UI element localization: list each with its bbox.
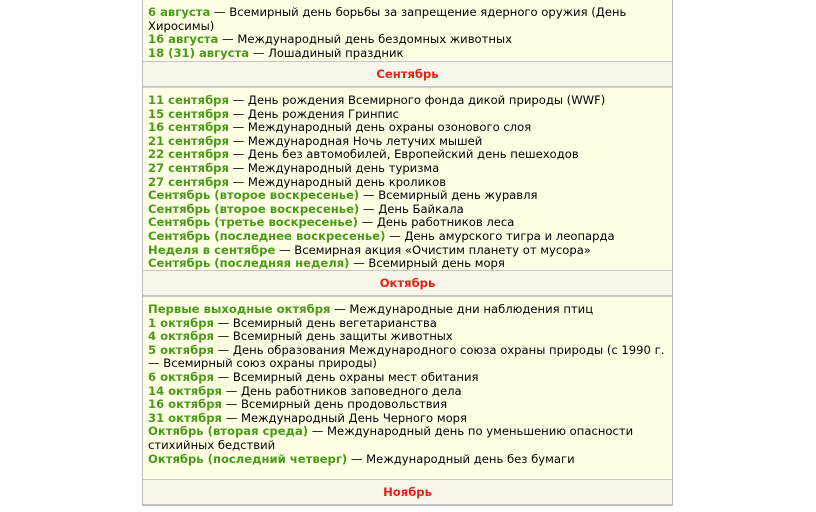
event-date: Неделя в сентябре: [148, 242, 276, 257]
event-date: Сентябрь (второе воскресенье): [148, 188, 360, 203]
event-row: [148, 216, 667, 230]
event-date: 31 октября: [148, 410, 223, 425]
event-text: — Международный день туризма: [228, 160, 440, 175]
event-text: — Всемирный день моря: [349, 256, 505, 271]
event-date: 27 сентября: [148, 160, 229, 175]
event-date: 6 августа: [148, 5, 211, 19]
event-text: — Международный день без бумаги: [347, 451, 575, 466]
event-text: — Международный день по уменьшению опасности стихийных бедствий: [148, 424, 634, 452]
events-calendar-table: [142, 0, 673, 506]
event-row: [148, 453, 667, 467]
event-text: — День Байкала: [359, 201, 464, 216]
event-row: [148, 344, 667, 371]
month-header-november: Ноябрь: [143, 479, 672, 505]
event-date: 16 сентября: [148, 120, 229, 135]
october-events: [143, 296, 672, 479]
event-date: Октябрь (вторая среда): [148, 424, 309, 439]
event-row: [148, 398, 667, 412]
august-events: [143, 0, 672, 61]
event-text: — Всемирный день журавля: [359, 188, 538, 203]
event-date: 16 августа: [148, 32, 219, 47]
event-text: — Международный день кроликов: [228, 174, 447, 189]
event-date: 21 сентября: [148, 133, 229, 148]
september-events: [143, 87, 672, 270]
event-text: — Всемирный день борьбы за запрещение ядерного оружия (День Хиросимы): [148, 5, 627, 33]
event-text: — Всемирный день охраны мест обитания: [213, 369, 479, 384]
event-date: Сентябрь (второе воскресенье): [148, 201, 360, 216]
event-text: — Международный День Черного моря: [222, 410, 467, 425]
event-row: [148, 189, 667, 203]
event-date: 5 октября: [148, 342, 214, 357]
event-date: 27 сентября: [148, 174, 229, 189]
event-date: 1 октября: [148, 315, 214, 330]
event-text: — День рождения Всемирного фонда дикой природы (WWF): [228, 93, 606, 107]
event-row: [148, 203, 667, 217]
event-row: [148, 244, 667, 258]
event-row: [148, 257, 667, 271]
event-row: [148, 33, 667, 47]
event-date: 6 октября: [148, 369, 214, 384]
event-date: Октябрь (последний четверг): [148, 451, 348, 466]
month-header-september: Сентябрь: [143, 61, 672, 87]
event-row: [148, 121, 667, 135]
event-date: Сентябрь (третье воскресенье): [148, 215, 358, 230]
event-date: Первые выходные октября: [148, 302, 331, 316]
event-date: Сентябрь (последняя неделя): [148, 256, 350, 271]
event-date: 4 октября: [148, 329, 214, 344]
event-text: — Лошадиный праздник: [249, 45, 404, 60]
event-date: 22 сентября: [148, 147, 229, 162]
event-text: — Международная Ночь летучих мышей: [228, 133, 483, 148]
event-date: 15 сентября: [148, 106, 229, 121]
event-text: — День работников заповедного дела: [222, 383, 462, 398]
event-date: 16 октября: [148, 397, 223, 412]
event-row: [148, 148, 667, 162]
event-row: [148, 94, 667, 108]
event-row: [148, 176, 667, 190]
event-text: — Международный день бездомных животных: [218, 32, 512, 47]
event-row: [148, 230, 667, 244]
event-date: 14 октября: [148, 383, 223, 398]
event-row: [148, 385, 667, 399]
event-row: [148, 425, 667, 452]
event-text: — День образования Международного союза охраны природы (с 1990 г. — Всемирный союз охраны природы): [148, 342, 665, 371]
event-date: Сентябрь (последнее воскресенье): [148, 228, 386, 243]
event-text: — Всемирный день продовольствия: [222, 397, 448, 412]
event-row: [148, 412, 667, 426]
event-text: — День амурского тигра и леопарда: [385, 228, 615, 243]
event-row: [148, 135, 667, 149]
event-text: — Всемирный день защиты животных: [213, 329, 453, 344]
event-text: — Всемирная акция «Очистим планету от мусора»: [275, 242, 591, 257]
event-text: — Всемирный день вегетарианства: [213, 315, 437, 330]
event-date: 18 (31) августа: [148, 45, 250, 60]
event-row: [148, 47, 667, 61]
event-text: — День рождения Гринпис: [228, 106, 400, 121]
event-text: — Международный день охраны озонового слоя: [228, 120, 532, 135]
event-row: [148, 6, 667, 33]
event-text: — День работников леса: [357, 215, 515, 230]
event-row: [148, 162, 667, 176]
month-header-october: Октябрь: [143, 270, 672, 296]
event-row: [148, 330, 667, 344]
event-text: — Международные дни наблюдения птиц: [330, 302, 594, 316]
event-text: — День без автомобилей, Европейский день пешеходов: [228, 147, 579, 162]
event-row: [148, 317, 667, 331]
event-row: [148, 303, 667, 317]
event-row: [148, 371, 667, 385]
event-date: 11 сентября: [148, 93, 229, 107]
event-row: [148, 108, 667, 122]
